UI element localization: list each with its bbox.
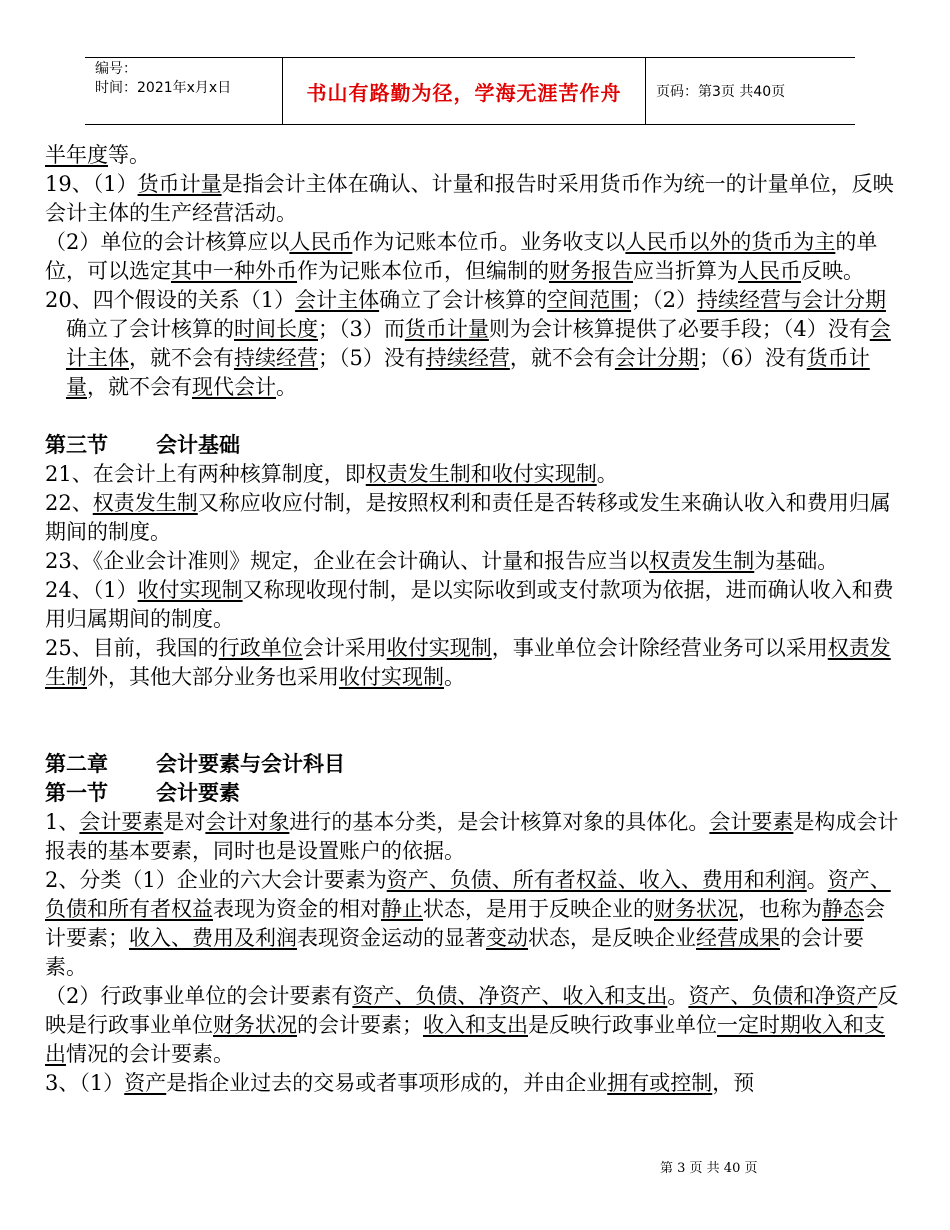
underlined-term: 人民币 bbox=[289, 230, 353, 254]
underlined-term: 资产 bbox=[124, 1071, 167, 1095]
text-run: 。 bbox=[276, 375, 297, 399]
text-run: 作为记账本位币，但编制的 bbox=[297, 259, 549, 283]
header-motto: 书山有路勤为径，学海无涯苦作舟 bbox=[283, 58, 646, 124]
text-run: 的单位，可以选定 bbox=[45, 230, 878, 283]
underlined-term: 持续经营 bbox=[234, 346, 318, 370]
document-body bbox=[45, 141, 905, 1098]
underlined-term: 会计主体 bbox=[66, 317, 891, 370]
underlined-term: 收付实现制 bbox=[137, 578, 243, 602]
text-run: 情况的会计要素。 bbox=[66, 1042, 234, 1066]
text-run: 是指会计主体在确认、计量和报告时采用货币作为统一的计量单位，反映会计主体的生产经营活动。 bbox=[45, 172, 894, 225]
section-title: 会计基础 bbox=[156, 433, 240, 457]
text-run: 等。 bbox=[108, 143, 150, 167]
header-meta bbox=[85, 58, 283, 124]
text-run: 的会计要素； bbox=[297, 1013, 423, 1037]
underlined-term: 收入、费用及利润 bbox=[129, 926, 297, 950]
underlined-term: 会计要素 bbox=[709, 810, 794, 834]
text-run: 反映。 bbox=[801, 259, 864, 283]
text-run: 则为会计核算提供了必要手段；（4）没有 bbox=[488, 317, 870, 341]
underlined-term: 收付实现制 bbox=[339, 665, 444, 689]
section-number: 第三节 bbox=[45, 433, 108, 457]
header-table bbox=[85, 57, 855, 125]
paragraph bbox=[45, 489, 905, 547]
paragraph bbox=[45, 286, 905, 402]
underlined-term: 权责发生制 bbox=[45, 636, 891, 689]
text-run: 进行的基本分类，是会计核算对象的具体化。 bbox=[289, 810, 710, 834]
underlined-term: 半年度 bbox=[45, 143, 108, 167]
underlined-term: 人民币 bbox=[738, 259, 801, 283]
underlined-term: 静态 bbox=[822, 897, 864, 921]
text-run: （2）行政事业单位的会计要素有 bbox=[45, 984, 353, 1008]
underlined-term: 权责发生制 bbox=[92, 491, 198, 515]
text-run: 状态，是用于反映企业的 bbox=[423, 897, 654, 921]
text-run: 2、分类（1）企业的六大会计要素为 bbox=[45, 868, 387, 892]
paragraph bbox=[45, 547, 905, 576]
text-run: 。 bbox=[806, 868, 828, 892]
underlined-term: 货币计量 bbox=[66, 346, 870, 399]
text-run: ；（5）没有 bbox=[318, 346, 426, 370]
underlined-term: 权责发生制和收付实现制 bbox=[365, 462, 597, 486]
text-run: 确立了会计核算的 bbox=[379, 288, 548, 312]
page-footer: 第 3 页 共 40 页 bbox=[660, 1161, 758, 1176]
text-run: 又称现收现付制，是以实际收到或支付款项为依据，进而确认收入和费用归属期间的制度。 bbox=[45, 578, 894, 631]
text-run: ，预 bbox=[712, 1071, 755, 1095]
text-run: 反映是行政事业单位 bbox=[45, 984, 899, 1037]
paragraph bbox=[45, 866, 905, 982]
text-run: ，也称为 bbox=[738, 897, 822, 921]
text-run: 作为记账本位币。业务收支以 bbox=[352, 230, 626, 254]
underlined-term: 人民币以外的货币为主 bbox=[625, 230, 836, 254]
text-run: 22、 bbox=[45, 491, 93, 515]
header-page: 页码：第3页 共40页 bbox=[656, 84, 786, 100]
paragraph bbox=[45, 1069, 905, 1098]
text-run: ，就不会有 bbox=[129, 346, 234, 370]
underlined-term: 行政单位 bbox=[218, 636, 303, 660]
text-run: 20、四个假设的关系（1） bbox=[45, 288, 296, 312]
text-run: 又称应收应付制，是按照权利和责任是否转移或发生来确认收入和费用归属期间的制度。 bbox=[45, 491, 891, 544]
text-run: 外，其他大部分业务也采用 bbox=[87, 665, 339, 689]
text-run: 是构成会计报表的基本要素，同时也是设置账户的依据。 bbox=[45, 810, 899, 863]
header-date: 时间：2021年x月x日 bbox=[95, 80, 232, 96]
chapter-number: 第二章 bbox=[45, 752, 108, 776]
underlined-term: 时间长度 bbox=[234, 317, 318, 341]
text-run: 确立了会计核算的 bbox=[66, 317, 234, 341]
text-run: 。 bbox=[444, 665, 465, 689]
underlined-term: 持续经营与会计分期 bbox=[696, 288, 886, 312]
text-run: ，事业单位会计除经营业务可以采用 bbox=[491, 636, 828, 660]
underlined-term: 财务状况 bbox=[654, 897, 738, 921]
text-run: 。 bbox=[596, 462, 618, 486]
text-run: ，就不会有 bbox=[509, 346, 615, 370]
text-run: ；（6）没有 bbox=[698, 346, 807, 370]
underlined-term: 资产、负债和净资产 bbox=[688, 984, 878, 1008]
text-run: 的会计要素。 bbox=[45, 926, 864, 979]
section-number: 第一节 bbox=[45, 781, 108, 805]
paragraph bbox=[45, 576, 905, 634]
text-run: 会计要素； bbox=[45, 897, 885, 950]
underlined-term: 经营成果 bbox=[696, 926, 780, 950]
text-run: 表现资金运动的显著 bbox=[297, 926, 486, 950]
paragraph bbox=[45, 982, 905, 1069]
text-run: 24、（1） bbox=[45, 578, 138, 602]
chapter-heading bbox=[45, 750, 905, 779]
paragraph bbox=[45, 228, 905, 286]
text-run: 是反映行政事业单位 bbox=[528, 1013, 717, 1037]
chapter-title: 会计要素与会计科目 bbox=[156, 752, 345, 776]
paragraph bbox=[45, 634, 905, 692]
text-run: 。 bbox=[667, 984, 689, 1008]
section-heading bbox=[45, 779, 905, 808]
text-run: 3、（1） bbox=[45, 1071, 125, 1095]
text-run: 1、 bbox=[45, 810, 80, 834]
underlined-term: 会计分期 bbox=[614, 346, 699, 370]
text-run: 23、《企业会计准则》规定，企业在会计确认、计量和报告应当以 bbox=[45, 549, 650, 573]
underlined-term: 资产、负债和所有者权益 bbox=[45, 868, 891, 921]
text-run: 为基础。 bbox=[754, 549, 839, 573]
paragraph bbox=[45, 808, 905, 866]
underlined-term: 拥有或控制 bbox=[607, 1071, 713, 1095]
text-run: 19、（1） bbox=[45, 172, 138, 196]
text-run: 21、在会计上有两种核算制度，即 bbox=[45, 462, 366, 486]
header-number: 编号： bbox=[95, 61, 137, 77]
text-run: 会计采用 bbox=[302, 636, 387, 660]
text-run: 是指企业过去的交易或者事项形成的，并由企业 bbox=[166, 1071, 608, 1095]
paragraph bbox=[45, 170, 905, 228]
text-run: 应当折算为 bbox=[633, 259, 738, 283]
underlined-term: 财务报告 bbox=[549, 259, 633, 283]
text-run: （2）单位的会计核算应以 bbox=[45, 230, 290, 254]
underlined-term: 变动 bbox=[486, 926, 528, 950]
text-run: 状态，是反映企业 bbox=[528, 926, 696, 950]
text-run: 25、目前，我国的 bbox=[45, 636, 219, 660]
underlined-term: 会计要素 bbox=[79, 810, 164, 834]
paragraph bbox=[45, 460, 905, 489]
underlined-term: 货币计量 bbox=[137, 172, 222, 196]
text-run: 是对 bbox=[163, 810, 206, 834]
underlined-term: 财务状况 bbox=[213, 1013, 297, 1037]
section-title: 会计要素 bbox=[156, 781, 240, 805]
underlined-term: 持续经营 bbox=[425, 346, 510, 370]
underlined-term: 现代会计 bbox=[192, 375, 276, 399]
text-run: ；（2） bbox=[631, 288, 697, 312]
underlined-term: 收入和支出 bbox=[423, 1013, 528, 1037]
paragraph bbox=[45, 141, 905, 170]
underlined-term: 收付实现制 bbox=[386, 636, 492, 660]
underlined-term: 会计主体 bbox=[295, 288, 380, 312]
underlined-term: 一定时期收入和支出 bbox=[45, 1013, 885, 1066]
section-heading bbox=[45, 431, 905, 460]
underlined-term: 会计对象 bbox=[205, 810, 290, 834]
underlined-term: 资产、负债、净资产、收入和支出 bbox=[352, 984, 668, 1008]
underlined-term: 货币计量 bbox=[404, 317, 489, 341]
underlined-term: 空间范围 bbox=[547, 288, 632, 312]
underlined-term: 静止 bbox=[381, 897, 423, 921]
underlined-term: 资产、负债、所有者权益、收入、费用和利润 bbox=[386, 868, 807, 892]
text-run: ，就不会有 bbox=[87, 375, 192, 399]
text-run: ；（3）而 bbox=[318, 317, 405, 341]
underlined-term: 权责发生制 bbox=[649, 549, 755, 573]
text-run: 表现为资金的相对 bbox=[213, 897, 381, 921]
underlined-term: 其中一种外币 bbox=[171, 259, 297, 283]
